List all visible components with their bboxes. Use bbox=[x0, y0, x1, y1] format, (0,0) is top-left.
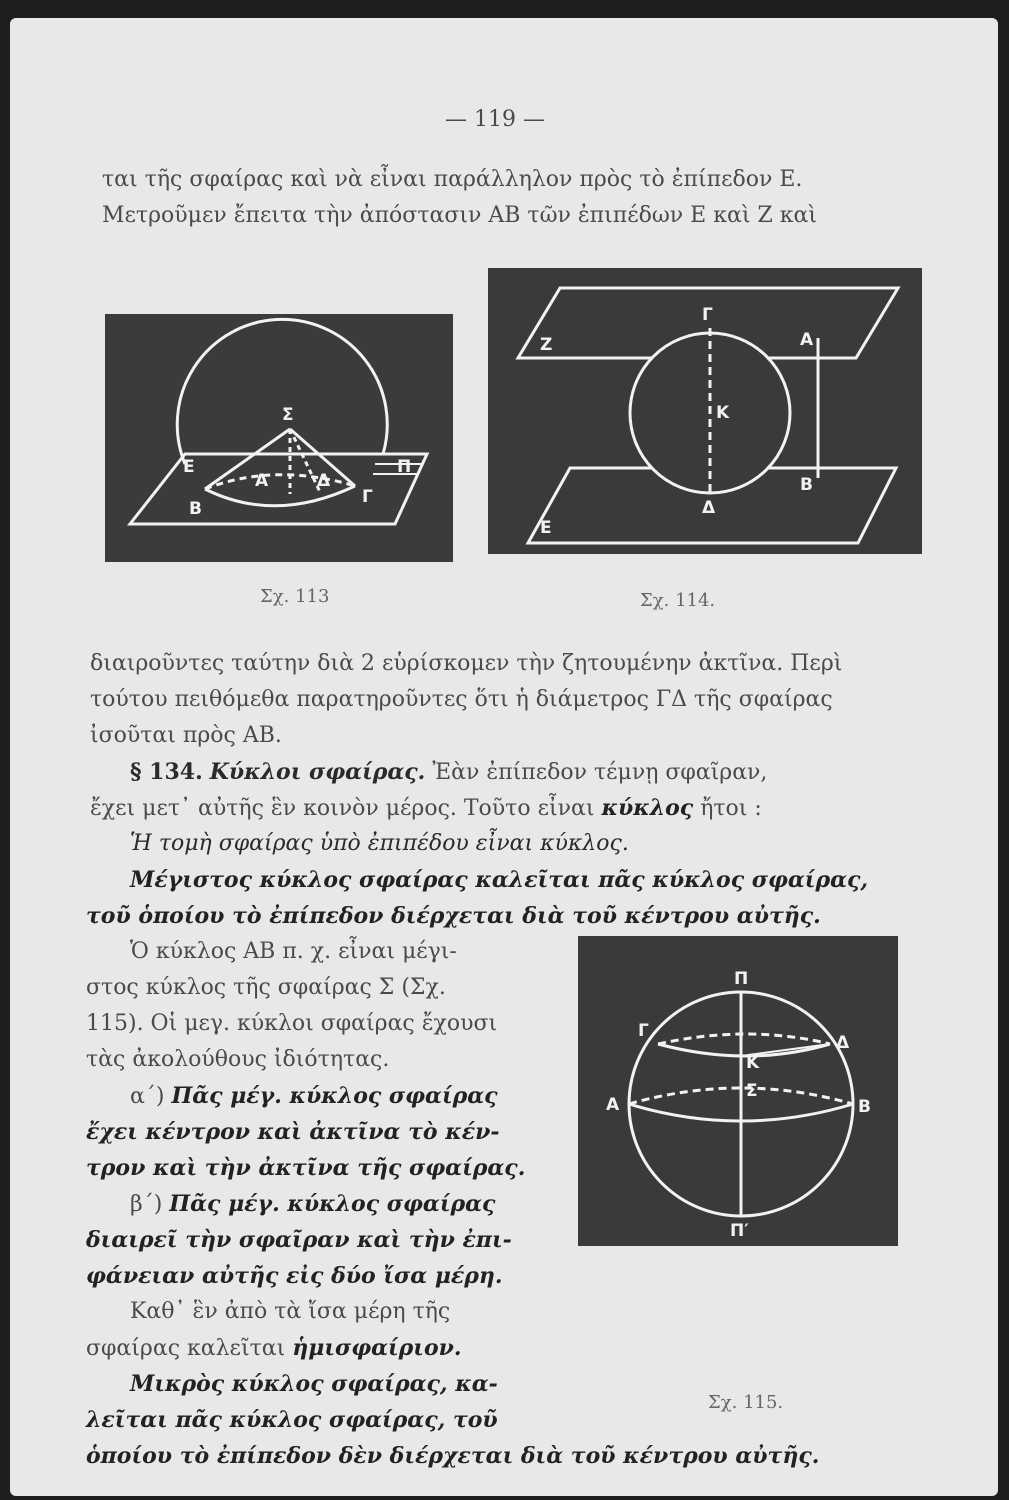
definition-great-circle-2: τοῦ ὁποίου τὸ ἐπίπεδον διέρχεται διὰ τοῦ κέντρου αὐτῆς. bbox=[86, 903, 821, 929]
hemisphere-term: ἡμισφαίριον. bbox=[292, 1335, 462, 1361]
hemisphere-line-2a: σφαίρας καλεῖται bbox=[86, 1336, 293, 1361]
col-line-1: Ὁ κύκλος ΑΒ π. χ. εἶναι μέγι- bbox=[130, 939, 457, 964]
property-b-line-3: φάνειαν αὐτῆς εἰς δύο ἴσα μέρη. bbox=[86, 1263, 503, 1289]
property-a-line-2: ἔχει κέντρον καὶ ἀκτῖνα τὸ κέν- bbox=[86, 1119, 500, 1145]
body-line-1: διαιροῦντες ταύτην διὰ 2 εὑρίσκομεν τὴν ζητουμένην ἀκτῖνα. Περὶ bbox=[90, 651, 843, 676]
property-a-line-3: τρον καὶ τὴν ἀκτῖνα τῆς σφαίρας. bbox=[86, 1155, 526, 1181]
property-b-mark: β΄) bbox=[130, 1192, 170, 1217]
fig114-label-a: Α bbox=[800, 330, 814, 350]
fig115-label-a: Α bbox=[606, 1095, 620, 1115]
fig115-label-d: Δ bbox=[836, 1033, 850, 1053]
section-134-heading bbox=[130, 758, 767, 787]
fig114-label-d: Δ bbox=[702, 498, 716, 518]
fig114-label-e: Ε bbox=[540, 518, 552, 538]
fig114-label-z: Ζ bbox=[540, 335, 553, 355]
definition-great-circle: Μέγιστος κύκλος σφαίρας καλεῖται πᾶς κύκλος σφαίρας, bbox=[130, 867, 869, 893]
fig114-label-k: Κ bbox=[716, 403, 730, 423]
fig113-label-d: Δ bbox=[317, 471, 331, 491]
section-title: Κύκλοι σφαίρας. bbox=[209, 759, 426, 785]
property-b-line-2: διαιρεῖ τὴν σφαῖραν καὶ τὴν ἐπι- bbox=[86, 1227, 512, 1253]
fig113-label-p: Π bbox=[397, 457, 412, 477]
intro-line-1: ται τῆς σφαίρας καὶ νὰ εἶναι παράλληλον πρὸς τὸ ἐπίπεδον Ε. bbox=[102, 167, 803, 192]
figure-113 bbox=[105, 314, 453, 562]
book-page bbox=[10, 18, 998, 1496]
hemisphere-line-1: Καθ᾽ ἓν ἀπὸ τὰ ἴσα μέρη τῆς bbox=[130, 1299, 451, 1324]
small-circle-line-2: λεῖται πᾶς κύκλος σφαίρας, τοῦ bbox=[86, 1407, 498, 1433]
small-circle-line-3: ὁποίου τὸ ἐπίπεδον δὲν διέρχεται διὰ τοῦ κέντρου αὐτῆς. bbox=[86, 1443, 820, 1469]
fig113-label-g: Γ bbox=[362, 487, 373, 507]
caption-115: Σχ. 115. bbox=[708, 1392, 784, 1413]
page-number: — 119 — bbox=[445, 107, 545, 132]
section-line-2c: ἤτοι : bbox=[693, 796, 762, 821]
small-circle-line-1: Μικρὸς κύκλος σφαίρας, κα- bbox=[130, 1371, 498, 1397]
fig113-label-a: Α bbox=[255, 471, 269, 491]
fig115-label-b: Β bbox=[858, 1097, 871, 1117]
property-a-line-1 bbox=[130, 1082, 498, 1111]
kyklos-term: κύκλος bbox=[601, 795, 694, 821]
col-line-2: στος κύκλος τῆς σφαίρας Σ (Σχ. bbox=[86, 975, 446, 1000]
fig115-label-s: Σ bbox=[746, 1081, 758, 1101]
fig115-label-k: Κ bbox=[746, 1053, 760, 1073]
section-line-2a: ἔχει μετ᾽ αὐτῆς ἓν κοινὸν μέρος. Τοῦτο εἶναι bbox=[90, 796, 602, 821]
section-line-2 bbox=[90, 794, 762, 823]
body-line-2: τούτου πειθόμεθα παρατηροῦντες ὅτι ἡ διάμετρος ΓΔ τῆς σφαίρας bbox=[90, 687, 833, 712]
fig113-label-e: Ε bbox=[183, 457, 195, 477]
hemisphere-line-2 bbox=[86, 1334, 462, 1363]
property-a-text: Πᾶς μέγ. κύκλος σφαίρας bbox=[171, 1083, 498, 1109]
body-line-3: ἰσοῦται πρὸς ΑΒ. bbox=[90, 723, 282, 748]
definition-section: Ἡ τομὴ σφαίρας ὑπὸ ἐπιπέδου εἶναι κύκλος. bbox=[130, 831, 629, 856]
fig114-label-g: Γ bbox=[702, 305, 713, 325]
property-a-mark: α΄) bbox=[130, 1084, 172, 1109]
property-b-line-1 bbox=[130, 1190, 495, 1219]
figure-115 bbox=[578, 936, 898, 1246]
fig114-label-b: Β bbox=[800, 475, 813, 495]
col-line-3: 115). Οἱ μεγ. κύκλοι σφαίρας ἔχουσι bbox=[86, 1011, 498, 1036]
fig113-label-b: Β bbox=[189, 499, 202, 519]
intro-line-2: Μετροῦμεν ἔπειτα τὴν ἀπόστασιν ΑΒ τῶν ἐπιπέδων Ε καὶ Ζ καὶ bbox=[102, 203, 817, 228]
fig115-label-g: Γ bbox=[638, 1021, 649, 1041]
section-number: § 134. bbox=[130, 759, 203, 785]
col-line-4: τὰς ἀκολούθους ἰδιότητας. bbox=[86, 1047, 390, 1072]
fig113-label-sigma: Σ bbox=[282, 405, 294, 425]
caption-114: Σχ. 114. bbox=[640, 590, 716, 611]
figure-114 bbox=[488, 268, 922, 554]
caption-113: Σχ. 113 bbox=[260, 586, 330, 607]
fig115-label-p: Π bbox=[734, 969, 749, 989]
property-b-text: Πᾶς μέγ. κύκλος σφαίρας bbox=[169, 1191, 496, 1217]
fig115-label-pp: Π′ bbox=[730, 1221, 749, 1241]
section-intro: Ἐὰν ἐπίπεδον τέμνῃ σφαῖραν, bbox=[425, 760, 768, 785]
